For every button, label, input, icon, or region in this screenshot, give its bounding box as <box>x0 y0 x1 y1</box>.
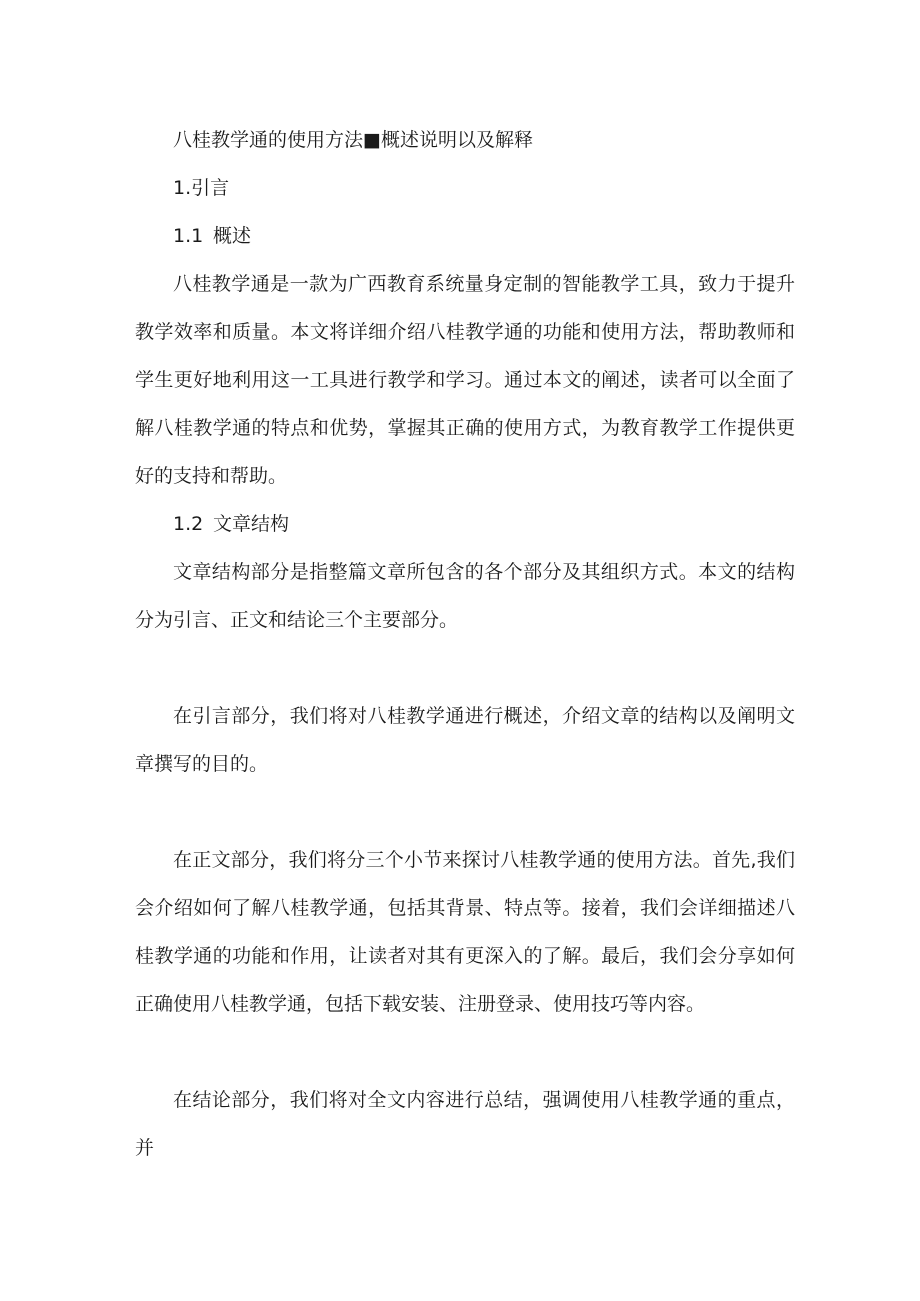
overview-paragraph: 八桂教学通是一款为广西教育系统量身定制的智能教学工具，致力于提升教学效率和质量。本文将详细介绍八桂教学通的功能和使用方法，帮助教师和学生更好地利用这一工具进行教学和学习。通过本文的阐述，读者可以全面了解八桂教学通的特点和优势，掌握其正确的使用方式，为教育教学工作提供更好的支持和帮助。 <box>135 273 795 487</box>
subsection-title: 概述 <box>213 225 252 247</box>
subsection-title: 文章结构 <box>213 513 290 535</box>
subsection-heading-overview <box>173 224 251 248</box>
document-title: 八桂教学通的使用方法■概述说明以及解释 <box>173 129 533 151</box>
section-heading-intro: 1.引言 <box>173 177 230 199</box>
subsection-number: 1.2 <box>173 513 204 535</box>
subsection-number: 1.1 <box>173 225 204 247</box>
subsection-heading-structure <box>173 512 289 536</box>
structure-paragraph-2: 在引言部分，我们将对八桂教学通进行概述，介绍文章的结构以及阐明文章撰写的目的。 <box>135 705 795 775</box>
structure-paragraph-1: 文章结构部分是指整篇文章所包含的各个部分及其组织方式。本文的结构分为引言、正文和结论三个主要部分。 <box>135 561 795 631</box>
structure-paragraph-3: 在正文部分，我们将分三个小节来探讨八桂教学通的使用方法。首先,我们会介绍如何了解八桂教学通，包括其背景、特点等。接着，我们会详细描述八桂教学通的功能和作用，让读者对其有更深入的了解。最后，我们会分享如何正确使用八桂教学通，包括下载安装、注册登录、使用技巧等内容。 <box>135 849 795 1015</box>
structure-paragraph-4: 在结论部分，我们将对全文内容进行总结，强调使用八桂教学通的重点，并 <box>135 1089 795 1159</box>
